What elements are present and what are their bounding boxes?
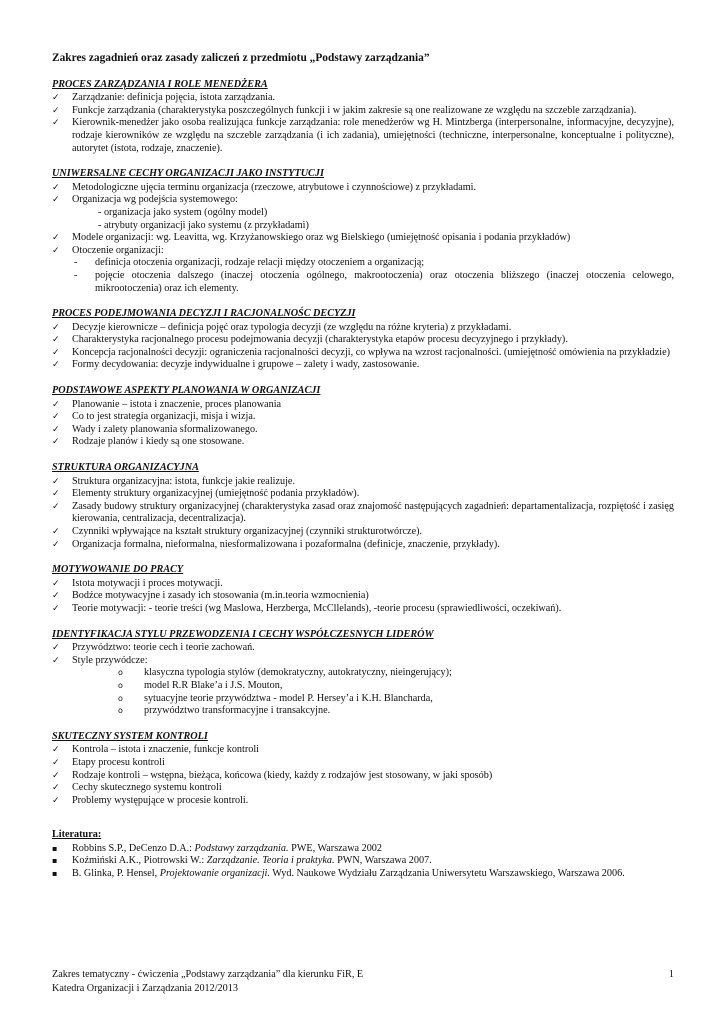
- checkmark-icon: ✓: [52, 335, 60, 346]
- list-item-text: pojęcie otoczenia dalszego (inaczej otoczenia ogólnego, makrootoczenia) oraz otoczenia bliższego (inaczej otoczenia celowego, mikrootoczenia) oraz ich elementy.: [95, 269, 674, 294]
- literature-publisher: PWE, Warszawa 2002: [288, 842, 382, 854]
- section-title: UNIWERSALNE CECHY ORGANIZACJI JAKO INSTYTUCJI: [52, 168, 324, 180]
- literature-publisher: PWN, Warszawa 2007.: [334, 855, 432, 867]
- checkmark-icon: ✓: [52, 501, 60, 512]
- sub-list-item: [52, 220, 674, 233]
- checkmark-icon: ✓: [52, 603, 60, 614]
- literature-list: [52, 843, 674, 881]
- dash-bullet: -: [74, 269, 78, 281]
- checkmark-icon: ✓: [52, 527, 60, 537]
- section: [52, 385, 674, 449]
- list-item-text: Koncepcja racjonalności decyzji: ograniczenia racjonalności decyzji, co wpływa na wzrost racjonalności. (umiejętność omówienia na przykładzie): [72, 346, 670, 358]
- list-item-text: Zarządzanie: definicja pojęcia, istota zarządzania.: [72, 92, 276, 104]
- list-item-text: Wady i zalety planowania sformalizowanego.: [72, 423, 258, 435]
- document-title: Zakres zagadnień oraz zasady zaliczeń z przedmiotu „Podstawy zarządzania”: [52, 52, 430, 64]
- checkmark-icon: ✓: [52, 105, 60, 116]
- literature-book-title: Podstawy zarządzania.: [194, 842, 289, 854]
- list-item-text: Modele organizacji: wg. Leavitta, wg. Krzyżanowskiego oraz wg Bielskiego (umiejętność opisania i podania przykładów): [72, 232, 571, 244]
- checkmark-icon: ✓: [52, 655, 60, 666]
- square-bullet-icon: ▪: [52, 856, 58, 866]
- list-item-text: Organizacja formalna, nieformalna, niesformalizowana i pozaformalna (definicje, znaczenie, przykłady).: [72, 538, 500, 550]
- list-item: [52, 782, 674, 795]
- section-title: STRUKTURA ORGANIZACYJNA: [52, 462, 199, 474]
- list-item-text: Rodzaje planów i kiedy są one stosowane.: [72, 436, 245, 448]
- dash-bullet: -: [74, 257, 78, 269]
- checkmark-icon: ✓: [52, 182, 60, 193]
- list-item: [52, 642, 674, 655]
- sub-list-item: [52, 680, 674, 693]
- section-item-list: [52, 399, 674, 449]
- list-item-text: Co to jest strategia organizacji, misja i wizja.: [72, 411, 256, 423]
- circle-bullet-icon: o: [118, 693, 123, 703]
- checkmark-icon: ✓: [52, 424, 60, 435]
- list-item-text: Bodźce motywacyjne i zasady ich stosowania (m.in.teoria wzmocnienia): [72, 590, 369, 602]
- list-item: [52, 590, 674, 603]
- list-item: [52, 334, 674, 347]
- checkmark-icon: ✓: [52, 591, 60, 602]
- section-item-list: [52, 182, 674, 295]
- section-title: PROCES ZARZĄDZANIA I ROLE MENEDŻERA: [52, 78, 268, 90]
- checkmark-icon: ✓: [52, 360, 60, 371]
- square-bullet-icon: ▪: [52, 869, 58, 879]
- list-item-text: Organizacja wg podejścia systemowego:: [72, 194, 238, 206]
- list-item: [52, 424, 674, 437]
- section: [52, 308, 674, 372]
- checkmark-icon: ✓: [52, 399, 60, 410]
- checkmark-icon: ✓: [52, 245, 60, 256]
- sections-container: [52, 79, 674, 808]
- list-item-text: Teorie motywacji: - teorie treści (wg Maslowa, Herzberga, McCllelands), -teorie procesu (sprawiedliwości, oczekiwań).: [72, 602, 562, 614]
- list-item-text: sytuacyjne teorie przywództwa - model P. Hersey’a i K.H. Blancharda,: [144, 692, 433, 704]
- literature-authors: Koźmiński A.K., Piotrowski W.:: [72, 855, 207, 867]
- list-item: [52, 488, 674, 501]
- list-item: [52, 655, 674, 668]
- list-item: [52, 539, 674, 552]
- literature-title: Literatura:: [52, 829, 102, 841]
- checkmark-icon: ✓: [52, 643, 60, 654]
- checkmark-icon: ✓: [52, 476, 60, 487]
- list-item: [52, 347, 674, 360]
- section-item-list: [52, 642, 674, 718]
- checkmark-icon: ✓: [52, 783, 60, 794]
- list-item-text: Struktura organizacyjna: istota, funkcje jakie realizuje.: [72, 475, 296, 487]
- sub-list-item: [52, 257, 674, 270]
- list-item: [52, 399, 674, 412]
- section: [52, 168, 674, 295]
- list-item-text: Czynniki wpływające na kształt struktury organizacyjnej (czynniki strukturotwórcze).: [72, 526, 423, 537]
- list-item: [52, 194, 674, 207]
- circle-bullet-icon: o: [118, 706, 123, 716]
- checkmark-icon: ✓: [52, 347, 60, 358]
- checkmark-icon: ✓: [52, 539, 60, 550]
- list-item-text: Kontrola – istota i znaczenie, funkcje kontroli: [72, 744, 259, 756]
- section-title: IDENTYFIKACJA STYLU PRZEWODZENIA I CECHY WSPÓŁCZESNYCH LIDERÓW: [52, 628, 434, 640]
- section: [52, 462, 674, 551]
- checkmark-icon: ✓: [52, 437, 60, 448]
- checkmark-icon: ✓: [52, 93, 60, 104]
- section: [52, 731, 674, 808]
- sub-list-item: [52, 693, 674, 706]
- checkmark-icon: ✓: [52, 770, 60, 781]
- section-title: PODSTAWOWE ASPEKTY PLANOWANIA W ORGANIZACJI: [52, 385, 321, 397]
- page-footer: [52, 968, 674, 996]
- page-number: 1: [668, 969, 674, 980]
- checkmark-icon: ✓: [52, 489, 60, 500]
- list-item: [52, 436, 674, 449]
- sub-list-item: [52, 667, 674, 680]
- checkmark-icon: ✓: [52, 745, 60, 756]
- list-item: [52, 92, 674, 105]
- list-item-text: Charakterystyka racjonalnego procesu podejmowania decyzji (charakterystyka etapów procesu decyzyjnego i przykłady).: [72, 334, 568, 346]
- sub-list-item: [52, 270, 674, 295]
- list-item-text: Style przywódcze:: [72, 654, 148, 666]
- list-item-text: Przywództwo: teorie cech i teorie zachowań.: [72, 642, 255, 654]
- literature-book-title: Projektowanie organizacji.: [159, 868, 270, 880]
- list-item: [52, 744, 674, 757]
- list-item-text: model R.R Blake’a i J.S. Mouton,: [144, 679, 283, 691]
- literature-authors: B. Glinka, P. Hensel,: [72, 868, 160, 880]
- sub-list-item: [52, 207, 674, 220]
- list-item: [52, 476, 674, 489]
- list-item: [52, 245, 674, 258]
- circle-bullet-icon: o: [118, 680, 123, 690]
- section-item-list: [52, 322, 674, 372]
- list-item: [52, 117, 674, 155]
- list-item: [52, 757, 674, 770]
- list-item-text: Problemy występujące w procesie kontroli.: [72, 794, 249, 806]
- list-item-text: Funkcje zarządzania (charakterystyka poszczególnych funkcji i w jakim zakresie są one realizowane ze względu na szczeble zarządzania).: [72, 104, 637, 116]
- list-item: [52, 578, 674, 591]
- section: [52, 629, 674, 718]
- list-item-text: Formy decydowania: decyzje indywidualne i grupowe – zalety i wady, zastosowanie.: [72, 359, 420, 371]
- list-item: [52, 770, 674, 783]
- square-bullet-icon: ▪: [52, 843, 58, 853]
- section: [52, 79, 674, 156]
- list-item: [52, 359, 674, 372]
- section-item-list: [52, 92, 674, 155]
- list-item: [52, 526, 674, 539]
- list-item-text: Planowanie – istota i znaczenie, proces planowania: [72, 398, 282, 410]
- literature-book-title: Zarządzanie. Teoria i praktyka.: [206, 855, 335, 867]
- checkmark-icon: ✓: [52, 795, 60, 806]
- literature-item: [52, 868, 674, 881]
- literature-item: [52, 843, 674, 856]
- literature-authors: Robbins S.P., DeCenzo D.A.:: [72, 842, 195, 854]
- list-item: [52, 105, 674, 118]
- list-item-text: Cechy skutecznego systemu kontroli: [72, 782, 222, 794]
- list-item-text: przywództwo transformacyjne i transakcyjne.: [144, 705, 331, 717]
- list-item-text: Decyzje kierownicze – definicja pojęć oraz typologia decyzji (ze względu na różne kryteria) z przykładami.: [72, 321, 512, 333]
- list-item-text: - organizacja jako system (ogólny model): [98, 206, 268, 218]
- list-item-text: Elementy struktury organizacyjnej (umiejętność podania przykładów).: [72, 488, 360, 500]
- list-item: [52, 232, 674, 245]
- list-item-text: Istota motywacji i proces motywacji.: [72, 577, 223, 589]
- section-title: MOTYWOWANIE DO PRACY: [52, 564, 184, 576]
- list-item: [52, 603, 674, 616]
- literature-publisher: Wyd. Naukowe Wydziału Zarządzania Uniwersytetu Warszawskiego, Warszawa 2006.: [269, 868, 625, 880]
- list-item-text: Rodzaje kontroli – wstępna, bieżąca, końcowa (kiedy, każdy z rodzajów jest stosowany, w jaki sposób): [72, 769, 493, 781]
- document-page: [52, 52, 674, 881]
- list-item: [52, 501, 674, 526]
- list-item: [52, 322, 674, 335]
- list-item-text: Kierownik-menedżer jako osoba realizująca funkcje zarządzania: role menedżerów wg H. Mintzberga (interpersonalne, informacyjne, decyzyjne), rodzaje kierowników ze względu na szczeble zarządzania (i ich zadania), umiejętności (techniczne, interpersonalne, konceptualne i polityczne), autorytet (istota, rodzaje, znaczenie).: [72, 117, 674, 154]
- circle-bullet-icon: o: [118, 668, 123, 678]
- section: [52, 564, 674, 615]
- list-item-text: Etapy procesu kontroli: [72, 756, 165, 768]
- checkmark-icon: ✓: [52, 233, 60, 244]
- list-item-text: Zasady budowy struktury organizacyjnej (charakterystyka zasad oraz znajomość następujących zagadnień: departamentalizacja, rozpiętość i zasięg kierowania, centralizacja, decentralizacja).: [72, 500, 674, 525]
- list-item-text: Metodologiczne ujęcia terminu organizacja (rzeczowe, atrybutowe i czynnościowe) z przykładami.: [72, 181, 477, 193]
- section-item-list: [52, 578, 674, 616]
- checkmark-icon: ✓: [52, 412, 60, 423]
- checkmark-icon: ✓: [52, 322, 60, 333]
- footer-line-1: Zakres tematyczny - ćwiczenia „Podstawy zarządzania” dla kierunku FiR, E: [52, 969, 364, 980]
- section-item-list: [52, 744, 674, 807]
- section-item-list: [52, 476, 674, 552]
- list-item: [52, 411, 674, 424]
- list-item-text: Otoczenie organizacji:: [72, 244, 164, 256]
- list-item: [52, 795, 674, 808]
- list-item-text: - atrybuty organizacji jako systemu (z przykładami): [98, 219, 309, 231]
- checkmark-icon: ✓: [52, 118, 60, 129]
- checkmark-icon: ✓: [52, 195, 60, 206]
- sub-list-item: [52, 705, 674, 718]
- literature-item: [52, 855, 674, 868]
- checkmark-icon: ✓: [52, 757, 60, 768]
- list-item-text: klasyczna typologia stylów (demokratyczny, autokratyczny, nieingerujący);: [144, 667, 452, 679]
- list-item: [52, 182, 674, 195]
- section-title: SKUTECZNY SYSTEM KONTROLI: [52, 730, 208, 742]
- checkmark-icon: ✓: [52, 578, 60, 589]
- list-item-text: definicja otoczenia organizacji, rodzaje relacji między otoczeniem a organizacją;: [95, 257, 425, 269]
- section-title: PROCES PODEJMOWANIA DECYZJI I RACJONALNOŚC DECYZJI: [52, 308, 356, 320]
- footer-line-2: Katedra Organizacji i Zarządzania 2012/2013: [52, 983, 238, 994]
